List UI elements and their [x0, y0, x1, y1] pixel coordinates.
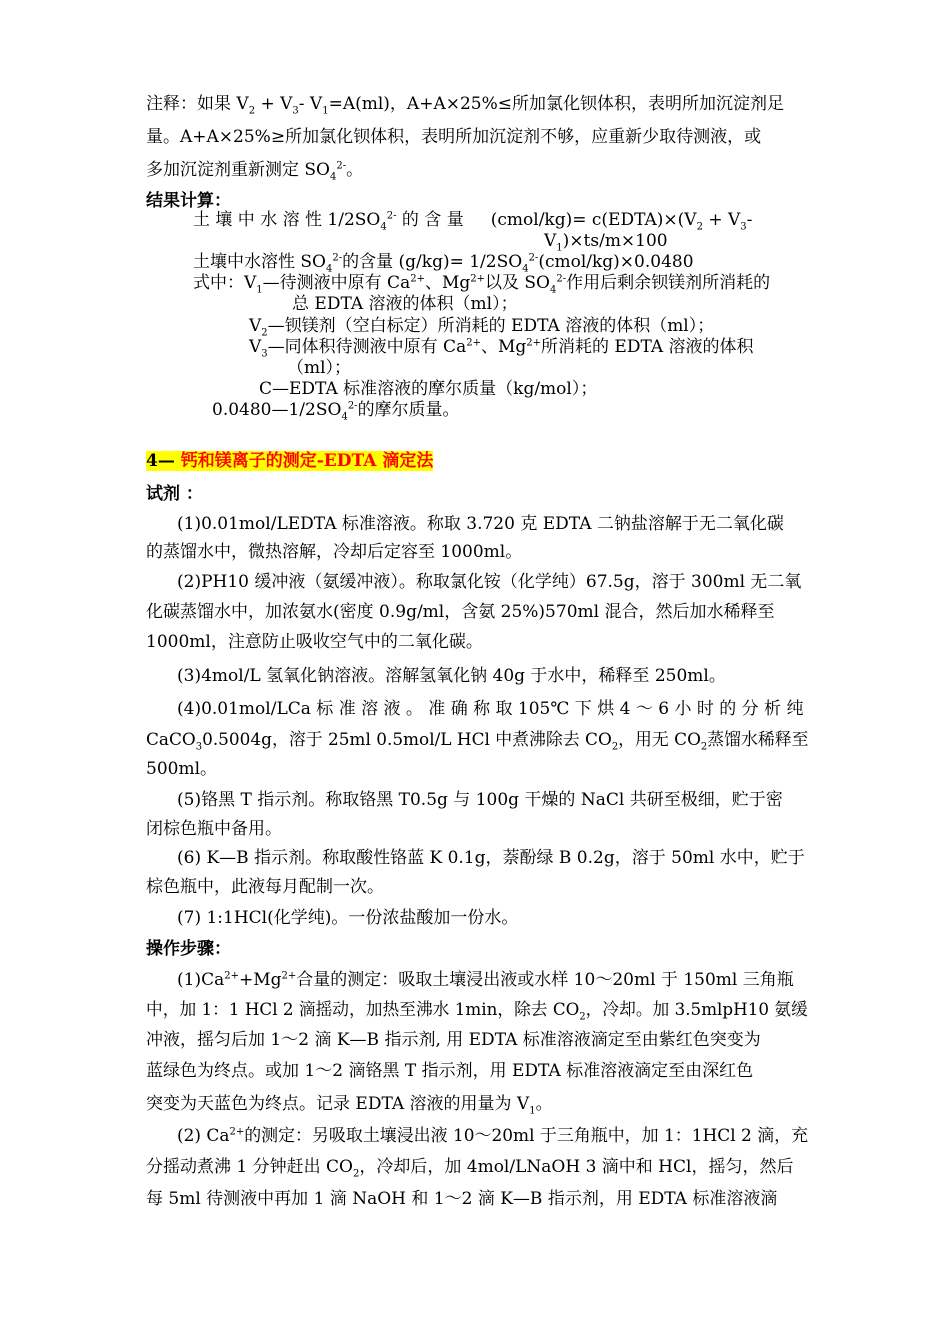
procedure-heading: 操作步骤：: [146, 939, 231, 959]
procedure-1-line-1: $(1)Ca^{2+}+Mg^{2+}$合量的测定：吸取土壤浸出液或水样 10～20ml 于 150ml 三角瓶: [177, 970, 794, 990]
where-line-7: $0.0480—1/2SO_4^{2-}$的摩尔质量。: [212, 400, 460, 423]
note-line-3: 多加沉淀剂重新测定 $SO_4^{2-}$。: [146, 160, 364, 183]
procedure-2-line-2: 分摇动煮沸 1 分钟赶出 $CO_2$，冷却后，加 4mol/LNaOH 3 滴中和 HCl，摇匀，然后: [146, 1157, 794, 1180]
procedure-1-line-2: 中，加 1：1 HCl 2 滴摇动，加热至沸水 1min，除去 $CO_2$，冷却。加 3.5mlpH10 氨缓: [146, 1000, 808, 1023]
reagent-1-line-1: (1)0.01mol/LEDTA 标准溶液。称取 3.720 克 EDTA 二钠盐溶解于无二氧化碳: [177, 514, 784, 534]
reagents-heading: 试剂 ：: [146, 484, 203, 504]
reagent-1-line-2: 的蒸馏水中，微热溶解，冷却后定容至 1000ml。: [146, 542, 523, 562]
reagent-4-line-3: 500ml。: [146, 759, 218, 779]
formula-1-line-1: 土 壤 中 水 溶 性 $1/2SO_4^{2-}$ 的 含 量 (cmol/kg)= $c(EDTA)\times(V_2 + V_3-$: [193, 210, 753, 233]
where-line-2: 总 EDTA 溶液的体积（ml）；: [292, 294, 518, 314]
formula-2: 土壤中水溶性 $SO_4^{2-}$的含量 $(g/kg)= 1/2SO_4^{2-}(cmol/kg)\times 0.0480$: [193, 252, 694, 275]
procedure-1-line-4: 蓝绿色为终点。或加 1～2 滴铬黑 T 指示剂，用 EDTA 标准溶液滴定至由深红色: [146, 1061, 754, 1081]
reagent-6-line-2: 棕色瓶中，此液每月配制一次。: [146, 877, 384, 897]
reagent-3: (3)4mol/L 氢氧化钠溶液。溶解氢氧化钠 40g 于水中，稀释至 250ml。: [177, 666, 726, 686]
reagent-5-line-1: (5)铬黑 T 指示剂。称取铬黑 T0.5g 与 100g 干燥的 NaCl 共研至极细，贮于密: [177, 790, 783, 810]
procedure-2-line-3: 每 5ml 待测液中再加 1 滴 NaOH 和 1～2 滴 K—B 指示剂，用 EDTA 标准溶液滴: [146, 1189, 778, 1209]
reagent-7: (7) 1:1HCl(化学纯)。一份浓盐酸加一份水。: [177, 908, 519, 928]
formula-1-line-2: $V_1)\times ts/m\times 100$: [544, 231, 668, 254]
section-4-heading: 4— 钙和镁离子的测定-EDTA 滴定法: [146, 451, 434, 471]
procedure-2-line-1: (2) $Ca^{2+}$的测定：另吸取土壤浸出液 10～20ml 于三角瓶中，加 1：1HCl 2 滴，充: [177, 1126, 809, 1146]
note-line-2: 量。A+A×25%≥所加氯化钡体积，表明所加沉淀剂不够，应重新少取待测液，或: [146, 127, 762, 147]
where-line-1: 式中：$V_1—$待测液中原有 $Ca^{2+}$、$Mg^{2+}$以及 $SO_4^{2-}$作用后剩余钡镁剂所消耗的: [193, 273, 771, 296]
note-line-1: 注释：如果 $V_2 + V_3-$ $V_1=A(ml)$，A+A×25%≤所加氯化钡体积，表明所加沉淀剂足: [146, 94, 785, 117]
reagent-2-line-1: (2)PH10 缓冲液（氨缓冲液）。称取氯化铵（化学纯）67.5g，溶于 300ml 无二氧: [177, 572, 802, 592]
reagent-2-line-3: 1000ml，注意防止吸收空气中的二氧化碳。: [146, 632, 483, 652]
procedure-1-line-3: 冲液，摇匀后加 1～2 滴 K—B 指示剂, 用 EDTA 标准溶液滴定至由紫红色突变为: [146, 1030, 761, 1050]
where-line-5: （ml）；: [287, 358, 352, 378]
reagent-4-line-2: CaCO$_3$0.5004g，溶于 25ml 0.5mol/L HCl 中煮沸除去 $CO_2$，用无 $CO_2$蒸馏水稀释至: [146, 730, 809, 753]
result-heading: 结果计算：: [146, 191, 231, 211]
where-line-4: $V_3—$同体积待测液中原有 $Ca^{2+}$、$Mg^{2+}$所消耗的 EDTA 溶液的体积: [249, 337, 754, 360]
reagent-2-line-2: 化碳蒸馏水中，加浓氨水(密度 0.9g/ml，含氨 25%)570ml 混合，然后加水稀释至: [146, 602, 775, 622]
where-line-3: $V_2—$钡镁剂（空白标定）所消耗的 EDTA 溶液的体积（ml）；: [249, 316, 715, 339]
reagent-4-line-1: (4)0.01mol/LCa 标 准 溶 液 。 准 确 称 取 105℃ 下 烘 4 ～ 6 小 时 的 分 析 纯: [177, 699, 804, 719]
reagent-5-line-2: 闭棕色瓶中备用。: [146, 819, 282, 839]
procedure-1-line-5: 突变为天蓝色为终点。记录 EDTA 溶液的用量为 $V_1$。: [146, 1094, 553, 1117]
reagent-6-line-1: (6) K—B 指示剂。称取酸性铬蓝 K 0.1g，萘酚绿 B 0.2g，溶于 50ml 水中，贮于: [177, 848, 805, 868]
where-line-6: C—EDTA 标准溶液的摩尔质量（kg/mol）；: [259, 379, 598, 399]
